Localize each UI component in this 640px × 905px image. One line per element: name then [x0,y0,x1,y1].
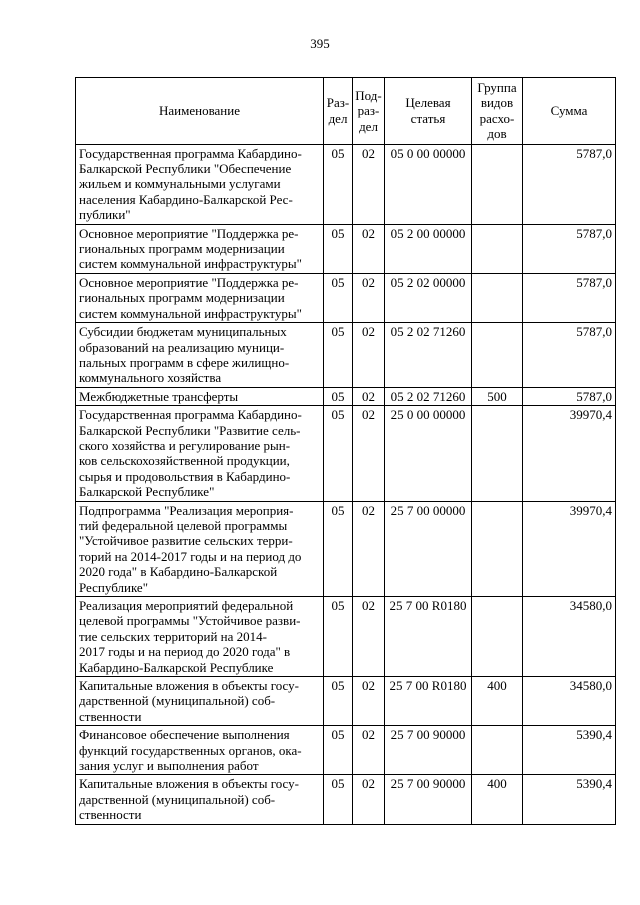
header-name: Наименование [76,78,324,145]
row-section-cell: 05 [324,273,353,322]
row-name-cell: Государственная программа Кабардино- Балкарской Республики "Развитие сель- ского хозяйства и регулирование рын- ков сельскохозяйственной продукции, сырья и продовольствия в Кабардино- Балкарской Республике" [76,406,324,501]
table-row [76,273,616,322]
header-article: Целевая статья [385,78,472,145]
row-subsection-cell: 02 [353,144,385,224]
row-group-cell: 500 [472,387,523,405]
row-article-cell: 05 2 02 71260 [385,387,472,405]
row-subsection-cell: 02 [353,775,385,824]
row-section-cell: 05 [324,775,353,824]
header-subsection: Под- раз- дел [353,78,385,145]
row-group-cell [472,597,523,677]
table-header-row [76,78,616,145]
row-article-cell: 05 2 02 71260 [385,323,472,388]
row-article-cell: 25 7 00 R0180 [385,677,472,726]
table-row [76,775,616,824]
row-sum-cell: 5787,0 [523,224,616,273]
row-subsection-cell: 02 [353,406,385,501]
row-group-cell [472,501,523,596]
row-section-cell: 05 [324,387,353,405]
row-article-cell: 25 0 00 00000 [385,406,472,501]
row-name-cell: Реализация мероприятий федеральной целевой программы "Устойчивое разви- тие сельских территорий на 2014- 2017 годы и на период до 2020 года" в Кабардино-Балкарской Республике [76,597,324,677]
row-sum-cell: 5390,4 [523,726,616,775]
row-article-cell: 05 2 00 00000 [385,224,472,273]
row-article-cell: 25 7 00 R0180 [385,597,472,677]
row-section-cell: 05 [324,726,353,775]
row-sum-cell: 39970,4 [523,406,616,501]
table-body [76,144,616,824]
row-section-cell: 05 [324,501,353,596]
row-article-cell: 25 7 00 90000 [385,775,472,824]
page-number: 395 [310,36,330,51]
table-row [76,726,616,775]
row-group-cell: 400 [472,775,523,824]
row-name-cell: Основное мероприятие "Поддержка ре- гиональных программ модернизации систем коммунальной инфраструктуры" [76,273,324,322]
table-row [76,144,616,224]
table-row [76,597,616,677]
row-group-cell [472,406,523,501]
row-sum-cell: 5787,0 [523,273,616,322]
row-name-cell: Капитальные вложения в объекты госу- дарственной (муниципальной) соб- ственности [76,775,324,824]
row-group-cell [472,323,523,388]
row-article-cell: 25 7 00 90000 [385,726,472,775]
row-subsection-cell: 02 [353,323,385,388]
header-sum: Сумма [523,78,616,145]
table-row [76,501,616,596]
row-article-cell: 25 7 00 00000 [385,501,472,596]
header-section: Раз- дел [324,78,353,145]
row-name-cell: Капитальные вложения в объекты госу- дарственной (муниципальной) соб- ственности [76,677,324,726]
row-section-cell: 05 [324,597,353,677]
table-row [76,224,616,273]
row-section-cell: 05 [324,323,353,388]
row-article-cell: 05 2 02 00000 [385,273,472,322]
row-sum-cell: 5787,0 [523,323,616,388]
row-subsection-cell: 02 [353,501,385,596]
row-section-cell: 05 [324,224,353,273]
row-name-cell: Государственная программа Кабардино- Балкарской Республики "Обеспечение жильем и коммунальными услугами населения Кабардино-Балкарской Рес- публики" [76,144,324,224]
table-row [76,323,616,388]
row-group-cell [472,224,523,273]
row-section-cell: 05 [324,406,353,501]
row-subsection-cell: 02 [353,224,385,273]
row-sum-cell: 5390,4 [523,775,616,824]
table-row [76,677,616,726]
table-row [76,406,616,501]
row-subsection-cell: 02 [353,597,385,677]
row-article-cell: 05 0 00 00000 [385,144,472,224]
row-group-cell [472,144,523,224]
row-group-cell [472,273,523,322]
row-sum-cell: 5787,0 [523,387,616,405]
row-subsection-cell: 02 [353,677,385,726]
budget-table [75,77,616,825]
row-section-cell: 05 [324,677,353,726]
row-name-cell: Межбюджетные трансферты [76,387,324,405]
row-group-cell: 400 [472,677,523,726]
row-subsection-cell: 02 [353,387,385,405]
header-expense-group: Группа видов расхо- дов [472,78,523,145]
row-subsection-cell: 02 [353,726,385,775]
row-name-cell: Основное мероприятие "Поддержка ре- гиональных программ модернизации систем коммунальной инфраструктуры" [76,224,324,273]
row-name-cell: Подпрограмма "Реализация мероприя- тий федеральной целевой программы "Устойчивое развитие сельских терри- торий на 2014-2017 годы и на период до 2020 года" в Кабардино-Балкарской Республике" [76,501,324,596]
row-sum-cell: 34580,0 [523,677,616,726]
row-name-cell: Субсидии бюджетам муниципальных образований на реализацию муници- пальных программ в сфере жилищно- коммунального хозяйства [76,323,324,388]
row-section-cell: 05 [324,144,353,224]
row-sum-cell: 5787,0 [523,144,616,224]
row-sum-cell: 34580,0 [523,597,616,677]
row-subsection-cell: 02 [353,273,385,322]
row-sum-cell: 39970,4 [523,501,616,596]
row-group-cell [472,726,523,775]
table-row [76,387,616,405]
row-name-cell: Финансовое обеспечение выполнения функций государственных органов, ока- зания услуг и выполнения работ [76,726,324,775]
